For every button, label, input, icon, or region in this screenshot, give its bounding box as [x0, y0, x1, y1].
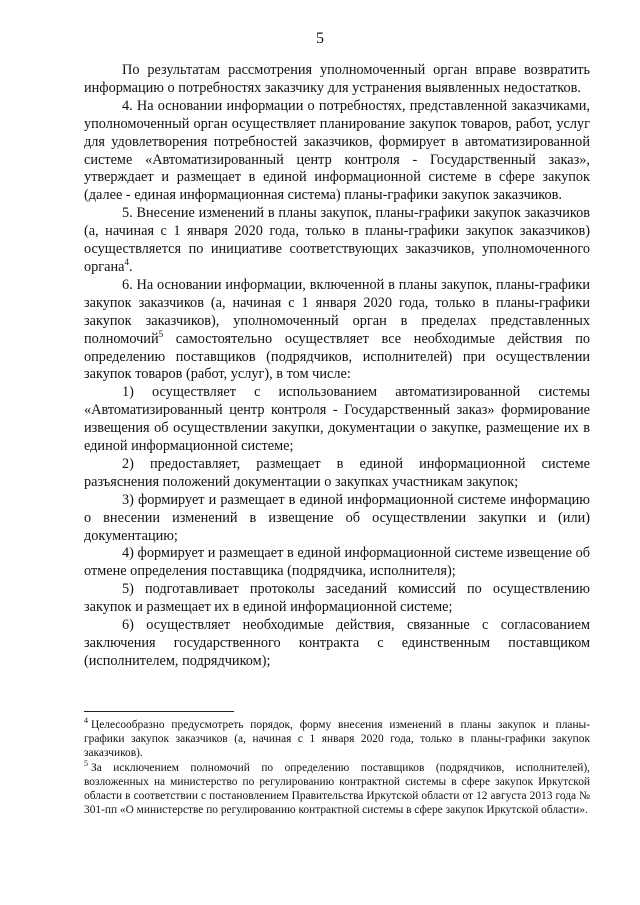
footnotes — [84, 718, 590, 818]
footnote-text: За исключением полномочий по определению поставщиков (подрядчиков, исполнителей), возложенных на министерство по регулированию контрактной системы в сфере закупок Иркутской области в соответствии с постановлением Правительства Иркутской области от 12 августа 2013 года № 301-пп «О министерстве по регулированию контрактной системы в сфере закупок Иркутской области». — [84, 762, 590, 816]
list-item: 2) предоставляет, размещает в единой информационной системе разъяснения положений документации о закупках участникам закупок; — [84, 455, 590, 490]
paragraph-6-text-b: самостоятельно осуществляет все необходимые действия по определению поставщиков (подрядчиков, исполнителей) при осуществлении закупок товаров (работ, услуг), в том числе: — [84, 330, 590, 383]
paragraph-4-planning: 4. На основании информации о потребностях, представленной заказчиками, уполномоченный орган осуществляет планирование закупок товаров, работ, услуг для удовлетворения потребностей заказчиков, формирует в автоматизированной системе «Автоматизированный центр контроля - Государственный заказ», утверждает и размещает в единой информационной системе в сфере закупок (далее - единая информационная система) планы-графики закупок заказчиков. — [84, 97, 590, 204]
document-body — [84, 62, 590, 671]
paragraph-6-text-a: 6. На основании информации, включенной в планы закупок, планы-графики закупок заказчиков (а, начиная с 1 января 2020 года, только в планы-графики закупок заказчиков), уполномоченный орган в пределах представленных полномочий — [84, 276, 590, 347]
paragraph-6-actions — [84, 277, 590, 384]
footnote-divider — [84, 711, 234, 712]
list-item: 6) осуществляет необходимые действия, связанные с согласованием заключения государственного контракта с единственным поставщиком (исполнителем, подрядчиком); — [84, 617, 590, 669]
list-item: 4) формирует и размещает в единой информационной системе извещение об отмене определения поставщика (подрядчика, исполнителя); — [84, 545, 590, 580]
footnote-4 — [84, 718, 590, 760]
paragraph-5-changes — [84, 205, 590, 277]
footnote-ref-5[interactable]: 5 — [158, 328, 164, 339]
page-number: 5 — [316, 30, 324, 47]
footnote-mark: 5 — [84, 759, 88, 769]
list-item: 5) подготавливает протоколы заседаний комиссий по осуществлению закупок и размещает их в единой информационной системе; — [84, 581, 590, 616]
list-item: 3) формирует и размещает в единой информационной системе информацию о внесении изменений в извещение об осуществлении закупки и (или) документацию; — [84, 491, 590, 544]
footnote-5 — [84, 761, 590, 817]
list-item: 1) осуществляет с использованием автоматизированной системы «Автоматизированный центр контроля - Государственный заказ» формирование извещения об осуществлении закупки, документации о закупке, размещение их в единой информационной системе; — [84, 384, 590, 455]
footnote-text: Целесообразно предусмотреть порядок, форму внесения изменений в планы закупок и планы-графики закупок заказчиков (а, начиная с 1 января 2020 года, только в планы-графики закупок заказчиков). — [84, 719, 590, 759]
paragraph-5-text: 5. Внесение изменений в планы закупок, планы-графики закупок заказчиков (а, начиная с 1 января 2020 года, только в планы-графики закупок заказчиков) осуществляется по инициативе соответствующих заказчиков, уполномоченного органа — [84, 205, 590, 275]
paragraph-5-period: . — [129, 258, 133, 275]
paragraph-return-info: По результатам рассмотрения уполномоченный орган вправе возвратить информацию о потребностях заказчику для устранения выявленных недостатков. — [84, 62, 590, 96]
footnote-mark: 4 — [84, 716, 88, 726]
footnote-ref-4[interactable]: 4 — [124, 257, 130, 268]
